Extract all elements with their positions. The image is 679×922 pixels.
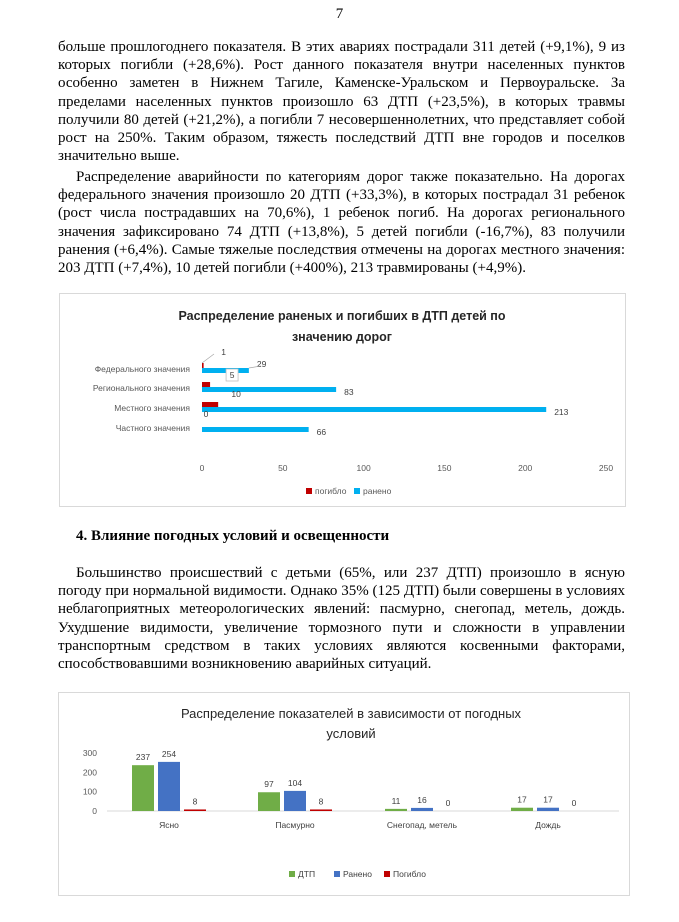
bar-injured xyxy=(202,387,336,392)
legend-label: погибло xyxy=(315,486,347,496)
y-tick-label: 300 xyxy=(82,748,97,758)
paragraph-3: Большинство происшествий с детьми (65%, или 237 ДТП) произошло в ясную погоду при нормальной видимости. Однако 35% (125 ДТП) были совершены в условиях неблагоприятных метеорологических явлений: пасмурно, снегопад, метель, дождь. Ухудшение видимости, увеличение тормозного пути и сложности в управлении транспортным средством в таких условиях являются косвенными факторами, способствовавшими возникновению аварийных ситуаций. xyxy=(58,565,625,673)
x-tick-label: 50 xyxy=(278,463,288,473)
data-label: 16 xyxy=(417,794,427,805)
section-heading: 4. Влияние погодных условий и освещенности xyxy=(76,528,390,544)
data-label-injured: 213 xyxy=(554,407,569,417)
data-label-killed: 1 xyxy=(221,347,226,357)
data-label: 97 xyxy=(264,779,274,790)
data-label-killed: 0 xyxy=(203,409,209,419)
data-label: 0 xyxy=(571,798,577,808)
data-label: 17 xyxy=(517,794,527,805)
data-label: 8 xyxy=(318,796,324,807)
leader-line xyxy=(202,354,214,363)
chart-title: Распределение показателей в зависимости от погодных xyxy=(180,706,522,721)
legend-swatch xyxy=(384,871,390,877)
bar-1 xyxy=(284,791,306,811)
data-label: 17 xyxy=(543,794,553,805)
category-label: Частного значения xyxy=(115,423,190,433)
bar-0 xyxy=(258,792,280,811)
legend-label: Погибло xyxy=(393,869,426,879)
category-label: Федерального значения xyxy=(94,364,190,374)
bar-1 xyxy=(537,808,559,811)
legend-label: Ранено xyxy=(343,869,372,879)
bar-killed xyxy=(202,363,204,368)
category-label: Пасмурно xyxy=(275,820,315,830)
legend-swatch xyxy=(334,871,340,877)
category-label: Ясно xyxy=(159,820,179,830)
bar-injured xyxy=(202,368,249,373)
road-category-chart-svg xyxy=(60,294,625,506)
y-tick-label: 0 xyxy=(92,806,97,816)
data-label: 104 xyxy=(287,777,303,788)
road-category-chart xyxy=(59,293,626,507)
bar-0 xyxy=(385,809,407,811)
data-label-injured: 29 xyxy=(256,359,267,369)
category-label: Местного значения xyxy=(114,403,190,413)
data-label: 11 xyxy=(391,795,401,806)
data-label-killed: 5 xyxy=(229,370,235,380)
data-label-injured: 66 xyxy=(316,427,327,437)
x-tick-label: 250 xyxy=(598,463,614,473)
chart-title: Распределение раненых и погибших в ДТП детей по xyxy=(178,309,506,323)
data-label: 237 xyxy=(135,752,151,763)
legend-swatch xyxy=(289,871,295,877)
bar-killed xyxy=(202,382,210,387)
legend-label: ранено xyxy=(363,486,392,496)
chart-title: условий xyxy=(326,726,376,741)
bar-injured xyxy=(202,407,546,412)
chart-title: значению дорог xyxy=(291,330,393,344)
y-tick-label: 200 xyxy=(82,767,97,778)
bar-killed xyxy=(202,402,218,407)
bar-2 xyxy=(184,809,206,811)
weather-chart-svg xyxy=(59,693,629,895)
page-number: 7 xyxy=(335,6,344,22)
paragraph-2: Распределение аварийности по категориям дорог также показательно. На дорогах федерального значения произошло 20 ДТП (+33,3%), в которых пострадал 31 ребенок (рост числа пострадавших на 70,6%), 1 ребенок погиб. На дорогах регионального значения зафиксировано 74 ДТП (+13,8%), 5 детей погибли (-16,7%), 83 получили ранения (+6,4%). Самые тяжелые последствия отмечены на дорогах местного значения: 203 ДТП (+7,4%), 10 детей погибли (+400%), 213 травмированы (+4,9%). xyxy=(58,169,625,277)
data-label-killed: 10 xyxy=(231,389,241,399)
legend-label: ДТП xyxy=(298,869,316,879)
x-tick-label: 0 xyxy=(199,463,205,473)
weather-chart xyxy=(58,692,630,896)
data-label-injured: 83 xyxy=(344,387,354,397)
paragraph-1: больше прошлогоднего показателя. В этих авариях пострадали 311 детей (+9,1%), 9 из которых погибли (+28,6%). Рост данного показателя внутри населенных пунктов особенно заметен в Нижнем Тагиле, Каменске-Уральском и Первоуральске. За пределами населенных пунктов произошло 63 ДТП (+23,5%), в которых травмы получили 80 детей (+21,2%), а погибли 7 несовершеннолетних, что представляет собой рост на 250%. Таким образом, тяжесть последствий ДТП вне городов и поселков значительно выше. xyxy=(58,39,625,165)
category-label: Регионального значения xyxy=(92,383,190,393)
bar-injured xyxy=(202,427,309,432)
legend-swatch xyxy=(354,488,360,494)
legend-swatch xyxy=(306,488,312,494)
bar-2 xyxy=(310,809,332,811)
bar-0 xyxy=(132,765,154,811)
bar-1 xyxy=(158,762,180,811)
bar-1 xyxy=(411,808,433,811)
y-tick-label: 100 xyxy=(82,786,97,797)
data-label: 8 xyxy=(192,796,198,807)
data-label: 254 xyxy=(161,748,177,759)
bar-0 xyxy=(511,808,533,811)
x-tick-label: 200 xyxy=(518,463,533,473)
x-tick-label: 150 xyxy=(437,463,452,473)
category-label: Дождь xyxy=(535,820,561,830)
category-label: Снегопад, метель xyxy=(386,820,458,830)
data-label: 0 xyxy=(445,798,451,808)
x-tick-label: 100 xyxy=(356,463,371,473)
